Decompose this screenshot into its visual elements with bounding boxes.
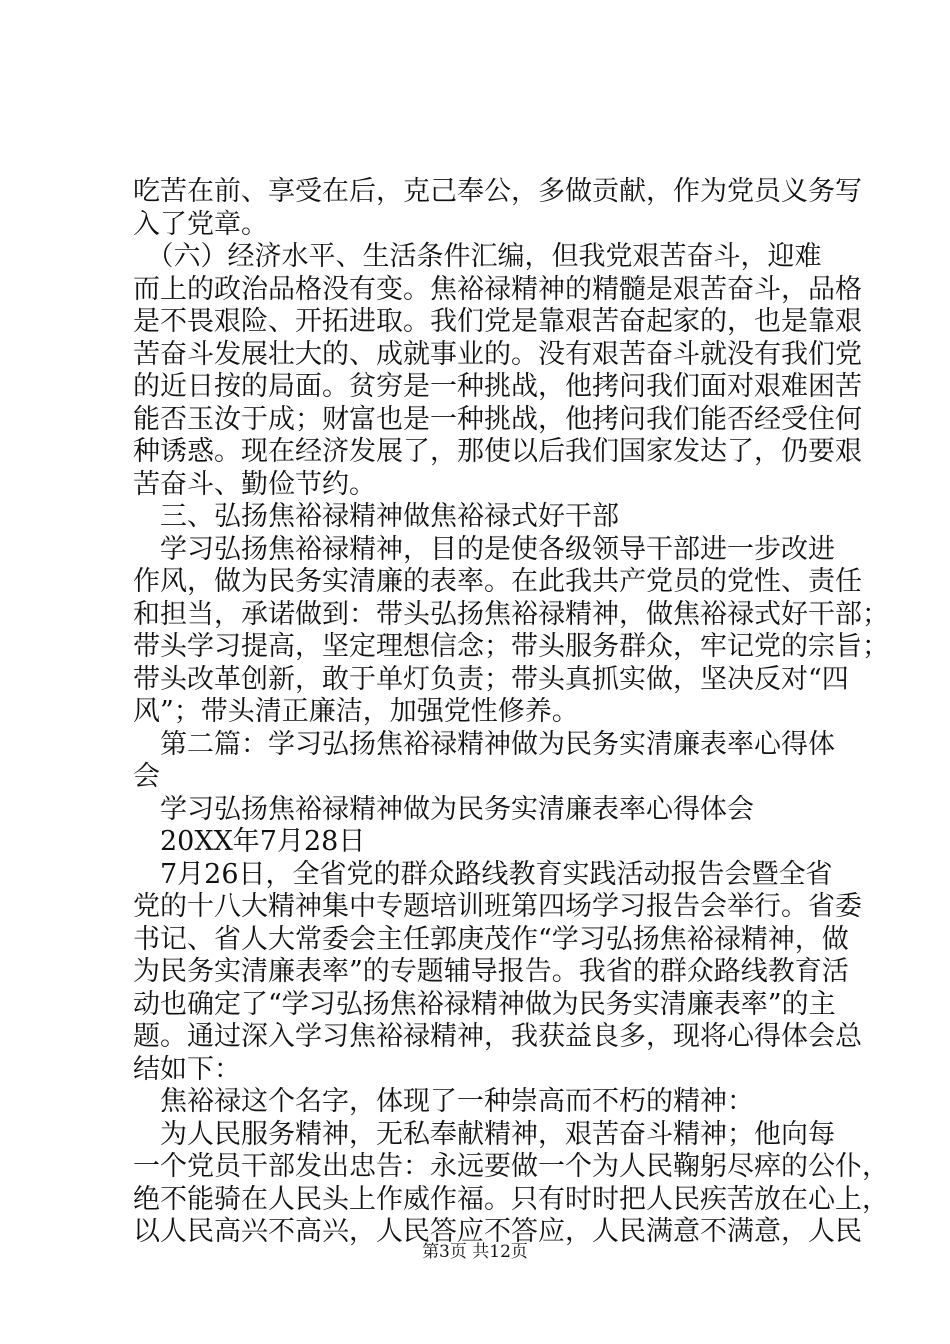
section-heading: 三、弘扬焦裕禄精神做焦裕禄式好干部 [133,501,619,532]
text-line: 风”；带头清正廉洁，加强党性修养。 [133,696,579,727]
document-body [133,176,889,1249]
text-line: 带头学习提高，坚定理想信念；带头服务群众，牢记党的宗旨； [133,631,889,662]
text-line: 书记、省人大常委会主任郭庚茂作“学习弘扬焦裕禄精神，做 [133,923,849,955]
text-line: 动也确定了“学习弘扬焦裕禄精神做为民务实清廉表率”的主 [133,988,836,1020]
text-line: 种诱惑。现在经济发展了，那使以后我们国家发达了，仍要艰 [133,436,862,467]
page-number-footer: 第3页 共12页 [422,1242,528,1262]
text-line: 题。通过深入学习焦裕禄精神，我获益良多，现将心得体会总 [133,1021,862,1052]
text-line: 带头改革创新，敢于单灯负责；带头真抓实做，坚决反对“四 [133,663,849,695]
text-line: 入了党章。 [133,208,268,240]
text-line: 吃苦在前、享受在后，克己奉公，多做贡献，作为党员义务写 [133,176,862,207]
text-line: （六）经济水平、生活条件汇编，但我党艰苦奋斗，迎难 [133,241,822,272]
text-line: 能否玉汝于成；财富也是一种挑战，他拷问我们能否经受住何 [133,403,862,435]
chapter-heading: 会 [133,761,160,792]
text-line: 一个党员干部发出忠告：永远要做一个为人民鞠躬尽瘁的公仆， [133,1151,889,1182]
text-line: 是不畏艰险、开拓进取。我们党是靠艰苦奋起家的，也是靠艰 [133,306,862,337]
text-line: 为民务实清廉表率”的专题辅导报告。我省的群众路线教育活 [133,956,849,987]
text-line: 而上的政治品格没有变。焦裕禄精神的精髓是艰苦奋斗，品格 [133,273,862,305]
chapter-heading: 第二篇：学习弘扬焦裕禄精神做为民务实清廉表率心得体 [133,728,835,760]
text-line: 7月26日，全省党的群众路线教育实践活动报告会暨全省 [133,858,833,890]
text-line: 结如下： [133,1053,241,1085]
text-line: 作风，做为民务实清廉的表率。在此我共产党员的党性、责任 [133,566,862,597]
text-line: 以人民高兴不高兴，人民答应不答应，人民满意不满意，人民 [133,1216,862,1247]
text-line: 绝不能骑在人民头上作威作福。只有时时把人民疾苦放在心上， [133,1183,889,1215]
text-line: 党的十八大精神集中专题培训班第四场学习报告会举行。省委 [133,891,862,922]
text-line: 苦奋斗、勤俭节约。 [133,468,376,500]
text-line: 学习弘扬焦裕禄精神，目的是使各级领导干部进一步改进 [133,533,835,565]
text-line: 苦奋斗发展壮大的、成就事业的。没有艰苦奋斗就没有我们党 [133,338,862,370]
text-line: 和担当，承诺做到：带头弘扬焦裕禄精神，做焦裕禄式好干部； [133,598,889,630]
text-line: 的近日按的局面。贫穷是一种挑战，他拷问我们面对艰难困苦 [133,371,862,402]
article-date: 20XX年7月28日 [133,826,366,857]
text-line: 为人民服务精神，无私奉献精神，艰苦奋斗精神；他向每 [133,1118,835,1150]
text-line: 焦裕禄这个名字，体现了一种崇高而不朽的精神： [133,1086,754,1117]
article-title: 学习弘扬焦裕禄精神做为民务实清廉表率心得体会 [133,793,754,825]
